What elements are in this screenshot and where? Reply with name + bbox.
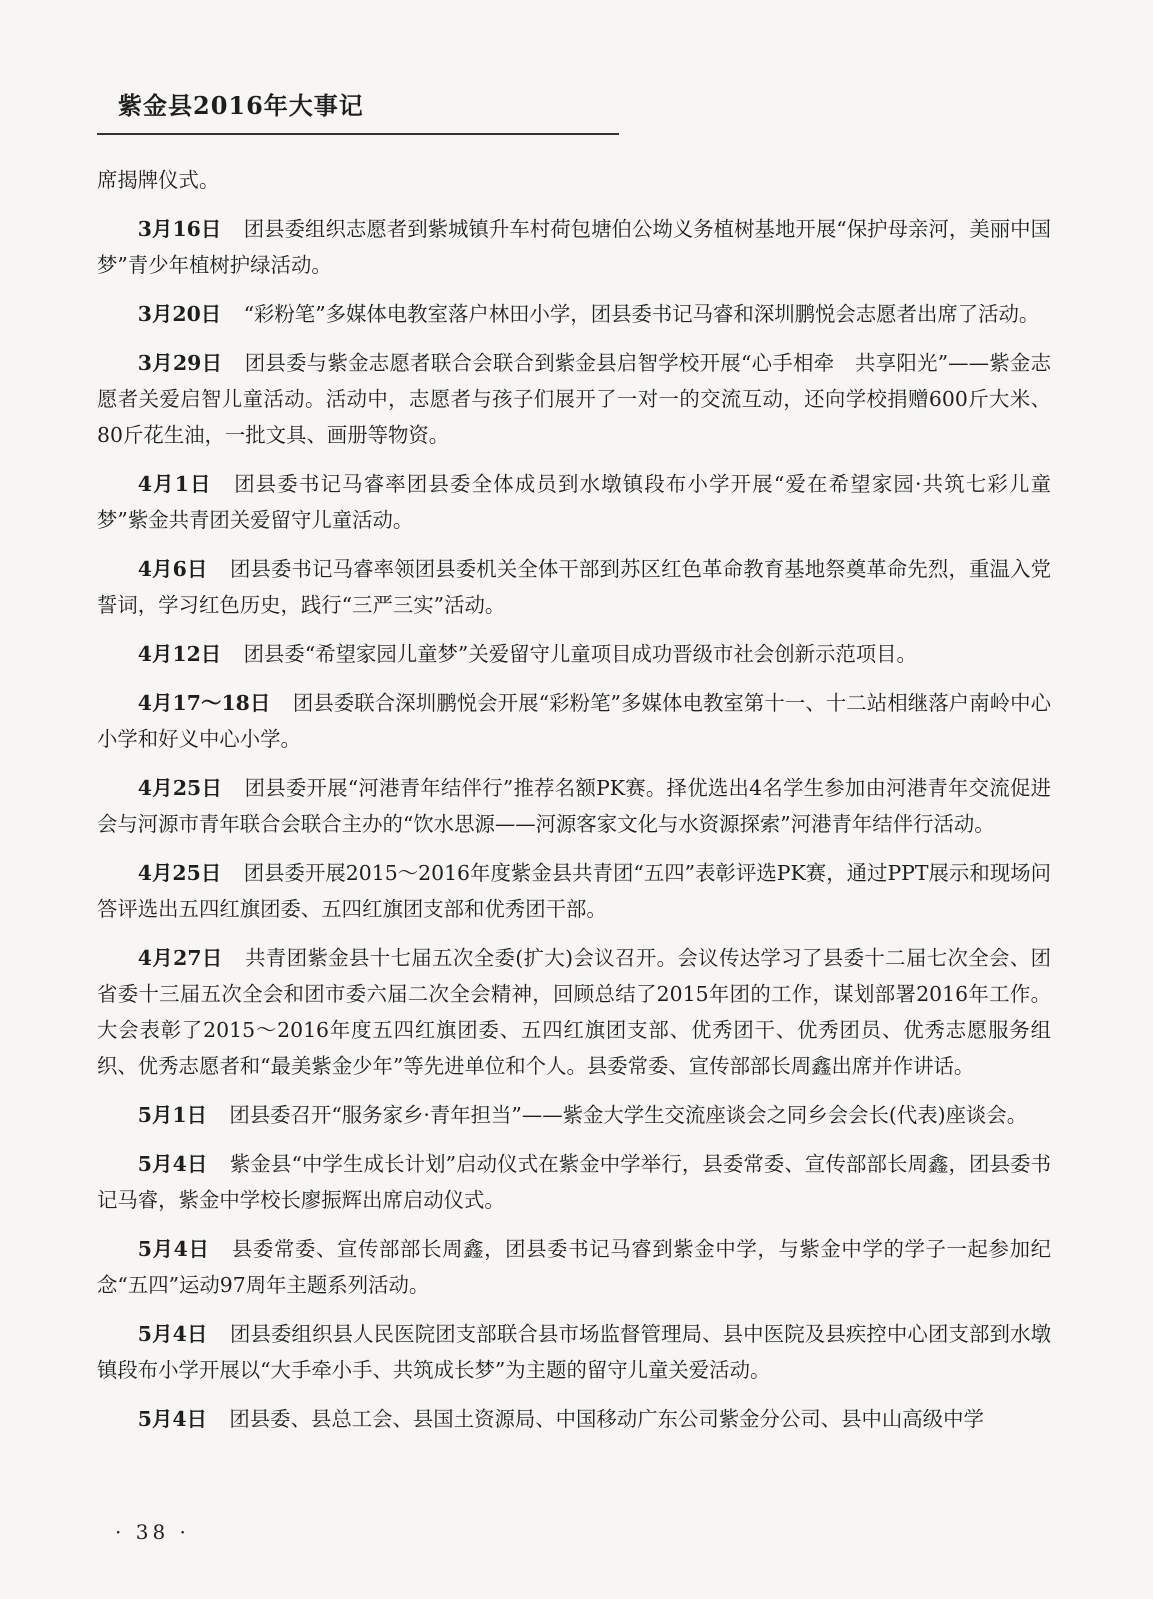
entry-text: 团县委与紫金志愿者联合会联合到紫金县启智学校开展“心手相牵 共享阳光”——紫金志愿者关爱启智儿童活动。活动中，志愿者与孩子们展开了一对一的交流互动，还向学校捐赠600斤大米、80斤花生油，一批文具、画册等物资。 <box>97 351 1051 447</box>
entry-date: 5月4日 <box>137 1237 210 1261</box>
entry-text: 团县委组织县人民医院团支部联合县市场监督管理局、县中医院及县疾控中心团支部到水墩镇段布小学开展以“大手牵小手、共筑成长梦”为主题的留守儿童关爱活动。 <box>97 1322 1051 1382</box>
entry-date: 5月4日 <box>137 1322 208 1346</box>
entry-date: 3月16日 <box>137 217 222 241</box>
entry-text: 紫金县“中学生成长计划”启动仪式在紫金中学举行，县委常委、宣传部部长周鑫，团县委书记马睿，紫金中学校长廖振辉出席启动仪式。 <box>97 1152 1051 1212</box>
entry-date: 4月17～18日 <box>137 691 271 715</box>
entry-paragraph <box>97 1146 1051 1218</box>
entry-text: 团县委书记马睿率领团县委机关全体干部到苏区红色革命教育基地祭奠革命先烈，重温入党誓词，学习红色历史，践行“三严三实”活动。 <box>97 557 1051 617</box>
entry-date: 3月20日 <box>137 302 222 326</box>
entry-text: 团县委联合深圳鹏悦会开展“彩粉笔”多媒体电教室第十一、十二站相继落户南岭中心小学和好义中心小学。 <box>97 691 1051 751</box>
entry-text: 团县委书记马睿率团县委全体成员到水墩镇段布小学开展“爱在希望家园·共筑七彩儿童梦”紫金共青团关爱留守儿童活动。 <box>97 472 1051 532</box>
entry-date: 5月4日 <box>137 1152 208 1176</box>
entry-text: 团县委开展2015～2016年度紫金县共青团“五四”表彰评选PK赛，通过PPT展示和现场问答评选出五四红旗团委、五四红旗团支部和优秀团干部。 <box>97 861 1051 921</box>
entry-date: 4月1日 <box>137 472 212 496</box>
document-body <box>97 162 1051 1450</box>
entry-paragraph <box>97 940 1051 1084</box>
running-header: 紫金县2016年大事记 <box>118 91 364 120</box>
entry-text: 团县委组织志愿者到紫城镇升车村荷包塘伯公坳义务植树基地开展“保护母亲河，美丽中国梦”青少年植树护绿活动。 <box>97 217 1051 277</box>
entry-paragraph <box>97 211 1051 283</box>
entry-text: 团县委、县总工会、县国土资源局、中国移动广东公司紫金分公司、县中山高级中学 <box>229 1407 984 1431</box>
header-rule <box>97 133 619 135</box>
entry-text: “彩粉笔”多媒体电教室落户林田小学，团县委书记马睿和深圳鹏悦会志愿者出席了活动。 <box>243 302 1040 326</box>
entry-date: 3月29日 <box>137 351 223 375</box>
entry-date: 5月4日 <box>137 1407 207 1431</box>
entry-paragraph <box>97 855 1051 927</box>
entry-date: 5月1日 <box>137 1103 207 1127</box>
entry-text: 团县委“希望家园儿童梦”关爱留守儿童项目成功晋级市社会创新示范项目。 <box>243 642 917 666</box>
entry-date: 4月25日 <box>137 861 222 885</box>
entry-date: 4月25日 <box>137 776 223 800</box>
entry-text: 县委常委、宣传部部长周鑫，团县委书记马睿到紫金中学，与紫金中学的学子一起参加纪念“五四”运动97周年主题系列活动。 <box>97 1237 1051 1297</box>
entry-paragraph <box>97 551 1051 623</box>
entry-paragraph <box>97 466 1051 538</box>
continued-paragraph: 席揭牌仪式。 <box>97 168 220 192</box>
entry-date: 4月6日 <box>137 557 208 581</box>
entry-paragraph <box>97 1401 1051 1437</box>
entry-paragraph <box>97 685 1051 757</box>
entry-paragraph <box>97 345 1051 453</box>
entry-paragraph <box>97 296 1051 332</box>
entry-paragraph <box>97 1231 1051 1303</box>
page-number: · 38 · <box>115 1520 190 1544</box>
entry-text: 团县委开展“河港青年结伴行”推荐名额PK赛。择优选出4名学生参加由河港青年交流促进会与河源市青年联合会联合主办的“饮水思源——河源客家文化与水资源探索”河港青年结伴行活动。 <box>97 776 1051 836</box>
entry-date: 4月27日 <box>137 946 223 970</box>
entry-paragraph <box>97 1316 1051 1388</box>
entry-date: 4月12日 <box>137 642 222 666</box>
entry-paragraph <box>97 636 1051 672</box>
entry-text: 共青团紫金县十七届五次全委(扩大)会议召开。会议传达学习了县委十二届七次全会、团省委十三届五次全会和团市委六届二次全会精神，回顾总结了2015年团的工作，谋划部署2016年工作。大会表彰了2015～2016年度五四红旗团委、五四红旗团支部、优秀团干、优秀团员、优秀志愿服务组织、优秀志愿者和“最美紫金少年”等先进单位和个人。县委常委、宣传部部长周鑫出席并作讲话。 <box>97 946 1051 1078</box>
entry-paragraph <box>97 1097 1051 1133</box>
entry-text: 团县委召开“服务家乡·青年担当”——紫金大学生交流座谈会之同乡会会长(代表)座谈会。 <box>229 1103 1028 1127</box>
entry-paragraph <box>97 770 1051 842</box>
